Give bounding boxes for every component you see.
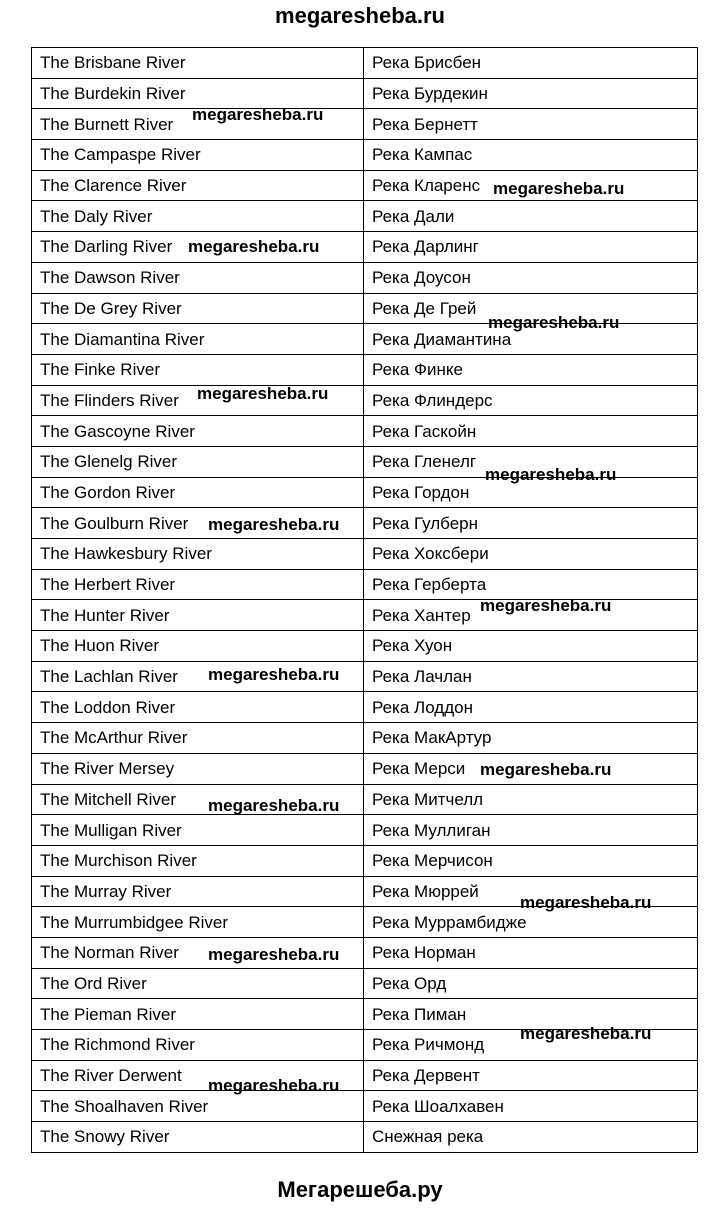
river-name-russian: Река Мерси (364, 753, 698, 784)
watermark: megaresheba.ru (480, 760, 612, 779)
river-name-english: The Gascoyne River (32, 416, 364, 447)
watermark: megaresheba.ru (192, 105, 324, 124)
river-name-english: The Campaspe River (32, 140, 364, 171)
river-name-russian: Река Шоалхавен (364, 1091, 698, 1122)
watermark: megaresheba.ru (208, 945, 340, 964)
river-name-russian: Река Финке (364, 354, 698, 385)
table-row (32, 968, 698, 999)
table-row (32, 1122, 698, 1153)
river-name-english: The Richmond River (32, 1030, 364, 1061)
watermark: megaresheba.ru (208, 665, 340, 684)
river-name-english: The Dawson River (32, 262, 364, 293)
table-row (32, 48, 698, 79)
river-name-english: The Hunter River (32, 600, 364, 631)
river-name-english: The Murray River (32, 876, 364, 907)
river-name-english: The Gordon River (32, 477, 364, 508)
river-name-russian: Река Хантер (364, 600, 698, 631)
river-name-russian: Река Кампас (364, 140, 698, 171)
river-name-russian: Река Ричмонд (364, 1030, 698, 1061)
river-name-russian: Река Орд (364, 968, 698, 999)
river-name-english: The Murchison River (32, 845, 364, 876)
river-name-russian: Река Герберта (364, 569, 698, 600)
table-row (32, 815, 698, 846)
river-name-russian: Река Бурдекин (364, 78, 698, 109)
watermark: megaresheba.ru (480, 596, 612, 615)
river-name-english: The Mulligan River (32, 815, 364, 846)
table-row (32, 262, 698, 293)
river-name-english: The Glenelg River (32, 446, 364, 477)
river-name-english: The Herbert River (32, 569, 364, 600)
river-name-english: The River Derwent (32, 1060, 364, 1091)
river-name-english: The River Mersey (32, 753, 364, 784)
river-name-russian: Река Лоддон (364, 692, 698, 723)
river-name-russian: Река Дали (364, 201, 698, 232)
river-name-english: The Diamantina River (32, 324, 364, 355)
river-name-russian: Река Брисбен (364, 48, 698, 79)
river-name-russian: Река Хуон (364, 631, 698, 662)
watermark: megaresheba.ru (520, 1024, 652, 1043)
river-name-english: The Huon River (32, 631, 364, 662)
site-footer: Мегарешеба.ру (277, 1177, 443, 1202)
table-row (32, 784, 698, 815)
table-row (32, 109, 698, 140)
table-row (32, 539, 698, 570)
river-name-english: The Darling River (32, 232, 364, 263)
table-row (32, 201, 698, 232)
table-row (32, 140, 698, 171)
river-name-english: The McArthur River (32, 723, 364, 754)
river-name-russian: Снежная река (364, 1122, 698, 1153)
river-name-russian: Река Муррамбидже (364, 907, 698, 938)
river-name-english: The Hawkesbury River (32, 539, 364, 570)
river-name-russian: Река Доусон (364, 262, 698, 293)
table-row (32, 631, 698, 662)
river-name-english: The Ord River (32, 968, 364, 999)
river-name-english: The De Grey River (32, 293, 364, 324)
site-header: megaresheba.ru (275, 3, 445, 28)
table-row (32, 845, 698, 876)
river-name-russian: Река Лачлан (364, 661, 698, 692)
river-name-english: The Clarence River (32, 170, 364, 201)
river-name-russian: Река Мерчисон (364, 845, 698, 876)
table-row (32, 937, 698, 968)
table-row (32, 354, 698, 385)
river-name-english: The Lachlan River (32, 661, 364, 692)
river-name-russian: Река Митчелл (364, 784, 698, 815)
watermark: megaresheba.ru (188, 237, 320, 256)
river-name-russian: Река Бернетт (364, 109, 698, 140)
watermark: megaresheba.ru (208, 796, 340, 815)
table-row (32, 416, 698, 447)
table-row (32, 508, 698, 539)
river-name-english: The Murrumbidgee River (32, 907, 364, 938)
table-row (32, 385, 698, 416)
river-name-russian: Река Гаскойн (364, 416, 698, 447)
river-name-russian: Река Дарлинг (364, 232, 698, 263)
river-name-russian: Река Дервент (364, 1060, 698, 1091)
watermark: megaresheba.ru (485, 465, 617, 484)
river-name-russian: Река Норман (364, 937, 698, 968)
table-row (32, 1060, 698, 1091)
river-name-russian: Река Гордон (364, 477, 698, 508)
table-row (32, 723, 698, 754)
watermark: megaresheba.ru (520, 893, 652, 912)
river-name-russian: Река Мюррей (364, 876, 698, 907)
river-name-english: The Mitchell River (32, 784, 364, 815)
river-name-english: The Snowy River (32, 1122, 364, 1153)
river-name-russian: Река Пиман (364, 999, 698, 1030)
river-name-english: The Finke River (32, 354, 364, 385)
river-name-russian: Река Хоксбери (364, 539, 698, 570)
river-name-russian: Река Гулберн (364, 508, 698, 539)
river-name-english: The Norman River (32, 937, 364, 968)
table-row (32, 1091, 698, 1122)
river-name-english: The Flinders River (32, 385, 364, 416)
watermark: megaresheba.ru (208, 515, 340, 534)
river-name-english: The Shoalhaven River (32, 1091, 364, 1122)
table-row (32, 661, 698, 692)
river-name-english: The Goulburn River (32, 508, 364, 539)
river-name-russian: Река Де Грей (364, 293, 698, 324)
table-row (32, 232, 698, 263)
river-name-russian: Река Гленелг (364, 446, 698, 477)
watermark: megaresheba.ru (208, 1076, 340, 1095)
river-name-russian: Река Кларенс (364, 170, 698, 201)
river-name-russian: Река Флиндерс (364, 385, 698, 416)
table-row (32, 692, 698, 723)
river-name-russian: Река Диамантина (364, 324, 698, 355)
table-row (32, 78, 698, 109)
river-name-english: The Burdekin River (32, 78, 364, 109)
river-name-english: The Burnett River (32, 109, 364, 140)
river-name-russian: Река Муллиган (364, 815, 698, 846)
river-name-english: The Brisbane River (32, 48, 364, 79)
river-name-russian: Река МакАртур (364, 723, 698, 754)
watermark: megaresheba.ru (493, 179, 625, 198)
river-name-english: The Daly River (32, 201, 364, 232)
watermark: megaresheba.ru (197, 384, 329, 403)
river-name-english: The Pieman River (32, 999, 364, 1030)
watermark: megaresheba.ru (488, 313, 620, 332)
river-name-english: The Loddon River (32, 692, 364, 723)
